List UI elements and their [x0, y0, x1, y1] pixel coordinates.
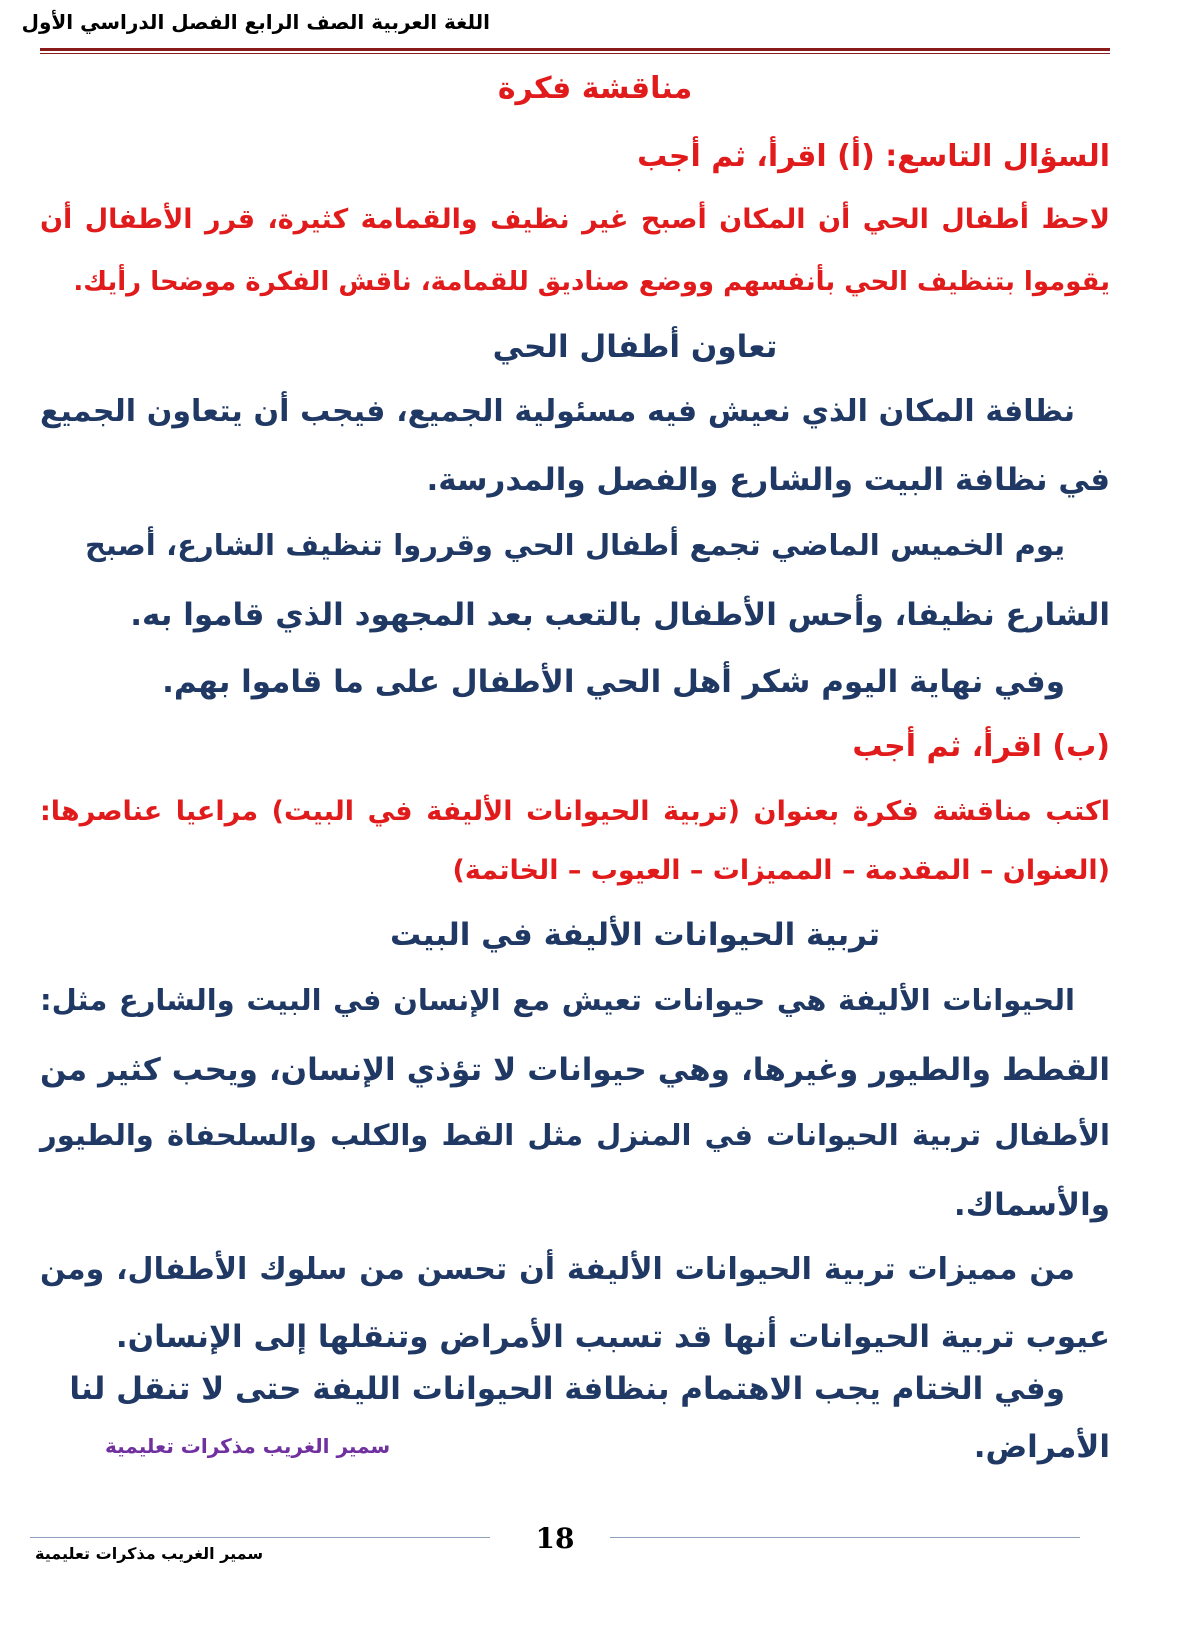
section-title: مناقشة فكرة	[497, 71, 693, 106]
essay-a-line: الشارع نظيفا، وأحس الأطفال بالتعب بعد المجهود الذي قاموا به.	[130, 597, 1110, 633]
essay-a-line: يوم الخميس الماضي تجمع أطفال الحي وقرروا تنظيف الشارع، أصبح	[85, 528, 1065, 562]
footer-rule-left	[30, 1537, 490, 1538]
essay-b-line: والأسماك.	[953, 1187, 1110, 1223]
prompt-a-line-2: يقوموا بتنظيف الحي بأنفسهم ووضع صناديق للقمامة، ناقش الفكرة موضحا رأيك.	[73, 267, 1110, 297]
essay-b-title: تربية الحيوانات الأليفة في البيت	[389, 917, 881, 953]
prompt-b-line-1: اكتب مناقشة فكرة بعنوان (تربية الحيوانات الأليفة في البيت) مراعيا عناصرها:	[40, 796, 1110, 827]
essay-b-line: عيوب تربية الحيوانات أنها قد تسبب الأمراض وتنقلها إلى الإنسان.	[115, 1319, 1110, 1355]
essay-b-line: الحيوانات الأليفة هي حيوانات تعيش مع الإنسان في البيت والشارع مثل:	[40, 983, 1075, 1017]
author-signature: سمير الغريب مذكرات تعليمية	[105, 1434, 391, 1458]
header-rule-thin	[40, 53, 1110, 54]
essay-b-line: الأمراض.	[973, 1429, 1110, 1465]
essay-b-line: وفي الختام يجب الاهتمام بنظافة الحيوانات الليفة حتى لا تنقل لنا	[69, 1371, 1065, 1407]
prompt-a-line-1: لاحظ أطفال الحي أن المكان أصبح غير نظيف والقمامة كثيرة، قرر الأطفال أن	[40, 204, 1110, 235]
essay-a-title: تعاون أطفال الحي	[492, 329, 778, 365]
footer-rule-right	[610, 1537, 1080, 1538]
footer-label: سمير الغريب مذكرات تعليمية	[35, 1544, 264, 1563]
essay-b-line: من مميزات تربية الحيوانات الأليفة أن تحسن من سلوك الأطفال، ومن	[40, 1252, 1075, 1287]
prompt-b-line-2: (العنوان – المقدمة – المميزات – العيوب – الخاتمة)	[452, 855, 1110, 886]
question-a-heading: السؤال التاسع: (أ) اقرأ، ثم أجب	[637, 139, 1110, 174]
page-number: 18	[535, 1522, 575, 1555]
essay-a-line: نظافة المكان الذي نعيش فيه مسئولية الجميع، فيجب أن يتعاون الجميع	[40, 394, 1075, 429]
essay-a-line: وفي نهاية اليوم شكر أهل الحي الأطفال على ما قاموا بهم.	[162, 664, 1065, 700]
essay-b-line: الأطفال تربية الحيوانات في المنزل مثل القط والكلب والسلحفاة والطيور	[40, 1118, 1110, 1152]
question-b-heading: (ب) اقرأ، ثم أجب	[852, 729, 1110, 764]
essay-a-line: في نظافة البيت والشارع والفصل والمدرسة.	[426, 462, 1110, 498]
header-rule	[40, 48, 1110, 51]
page-header: اللغة العربية الصف الرابع الفصل الدراسي الأول	[21, 10, 490, 34]
essay-b-line: القطط والطيور وغيرها، وهي حيوانات لا تؤذي الإنسان، ويحب كثير من	[40, 1052, 1110, 1088]
